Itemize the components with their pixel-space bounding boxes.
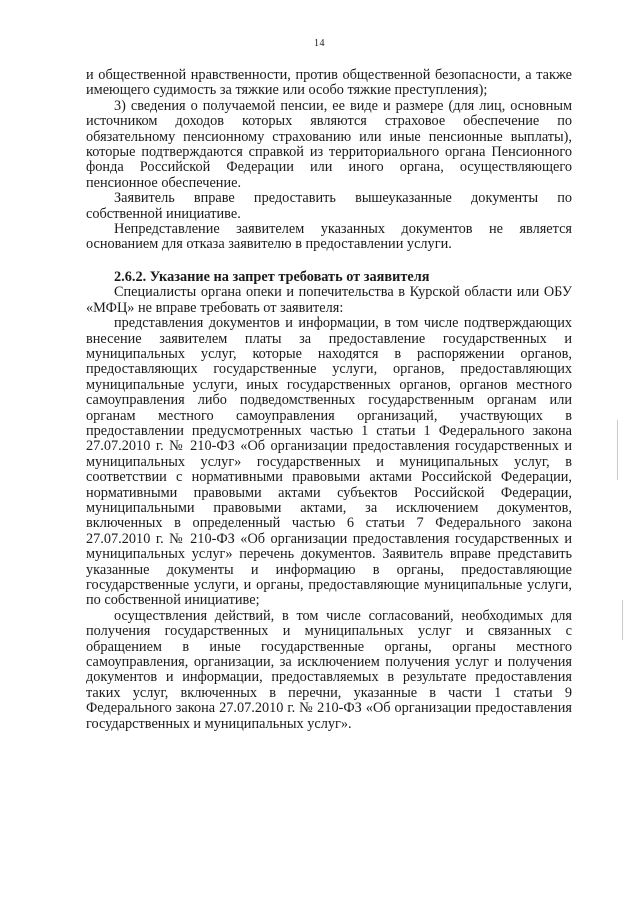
paragraph-pension-info: 3) сведения о получаемой пенсии, ее виде и размере (для лиц, основным источником доходов которых являются страховое обеспечение по обязательному пенсионному страхованию или иные пенсионные выплаты), которые подтверждаются справкой из территориального органа Пенсионного фонда Российской Федерации или иного органа, осуществляющего пенсионное обеспечение. [86, 97, 572, 191]
section-heading: 2.6.2. Указание на запрет требовать от заявителя [114, 268, 430, 285]
paragraph-non-submission: Непредставление заявителем указанных документов не является основанием для отказа заявителю в предоставлении услуги. [86, 221, 572, 253]
paragraph-actions: осуществления действий, в том числе согласований, необходимых для получения государственных и муниципальных услуг и связанных с обращением в иные государственные органы, органы местного самоуправления, организации, за исключением получения услуг и получения документов и информации, предоставляемых в результате предоставления таких услуг, включенных в перечни, указанные в части 1 статьи 9 Федерального закона 27.07.2010 г. № 210-ФЗ «Об организации предоставления государственных и муниципальных услуг». [86, 607, 572, 732]
paragraph-continuation: и общественной нравственности, против общественной безопасности, а также имеющего судимость за тяжкие или особо тяжкие преступления); [86, 67, 572, 99]
page-number: 14 [314, 38, 325, 49]
paragraph-specialists: Специалисты органа опеки и попечительства в Курской области или ОБУ «МФЦ» не вправе требовать от заявителя: [86, 284, 572, 316]
scan-edge-mark [617, 420, 618, 480]
scan-edge-mark [622, 600, 623, 640]
document-body [86, 68, 572, 732]
paragraph-documents-request: представления документов и информации, в том числе подтверждающих внесение заявителем платы за предоставление государственных и муниципальных услуг, которые находятся в распоряжении органов, предоставляющих государственные услуги, органов, предоставляющих муниципальные услуги, иных государственных органов, органов местного самоуправления либо подведомственных государственным органам или органам местного самоуправления организаций, участвующих в предоставлении предусмотренных частью 1 статьи 1 Федерального закона 27.07.2010 г. № 210-ФЗ «Об организации предоставления государственных и муниципальных услуг» государственных и муниципальных услуг, в соответствии с нормативными правовыми актами Российской Федерации, нормативными правовыми актами субъектов Российской Федерации, муниципальными правовыми актами, за исключением документов, включенных в определенный частью 6 статьи 7 Федерального закона 27.07.2010 г. № 210-ФЗ «Об организации предоставления государственных и муниципальных услуг» перечень документов. Заявитель вправе представить указанные документы и информацию в органы, предоставляющие государственные услуги, и органы, предоставляющие муниципальные услуги, по собственной инициативе; [86, 315, 572, 609]
paragraph-own-initiative: Заявитель вправе предоставить вышеуказанные документы по собственной инициативе. [86, 190, 572, 222]
